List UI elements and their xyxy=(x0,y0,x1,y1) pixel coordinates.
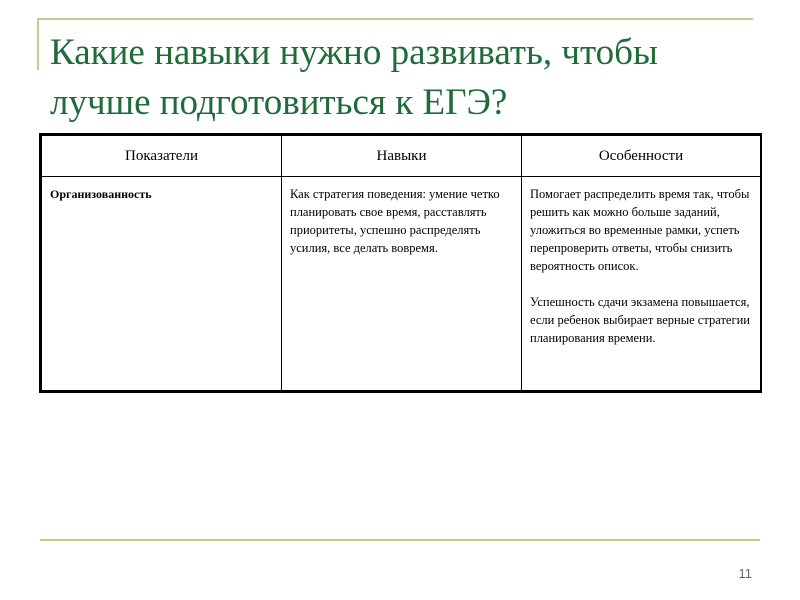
table-header-row xyxy=(42,136,761,177)
header-indicators: Показатели xyxy=(42,136,282,177)
page-number: 11 xyxy=(738,566,752,581)
bottom-decorative-line xyxy=(40,539,760,541)
table-row xyxy=(42,177,761,391)
features-paragraph-2: Успешность сдачи экзамена повышается, если ребенок выбирает верные стратегии планирования времени. xyxy=(530,295,750,345)
top-decorative-line xyxy=(37,18,753,20)
features-paragraph-1: Помогает распределить время так, чтобы решить как можно больше заданий, уложиться во временные рамки, успеть перепроверить ответы, чтобы снизить вероятность описок. xyxy=(530,187,750,273)
left-decorative-line xyxy=(37,18,39,70)
skills-table xyxy=(39,133,762,393)
cell-features xyxy=(522,177,761,391)
cell-indicator: Организованность xyxy=(42,177,282,391)
header-features: Особенности xyxy=(522,136,761,177)
cell-skills: Как стратегия поведения: умение четко планировать свое время, расставлять приоритеты, успешно распределять усилия, все делать вовремя. xyxy=(282,177,522,391)
header-skills: Навыки xyxy=(282,136,522,177)
title-line-2: лучше подготовиться к ЕГЭ? xyxy=(50,82,508,123)
title-line-1: Какие навыки нужно развивать, чтобы xyxy=(50,32,658,73)
slide-title xyxy=(50,28,770,128)
